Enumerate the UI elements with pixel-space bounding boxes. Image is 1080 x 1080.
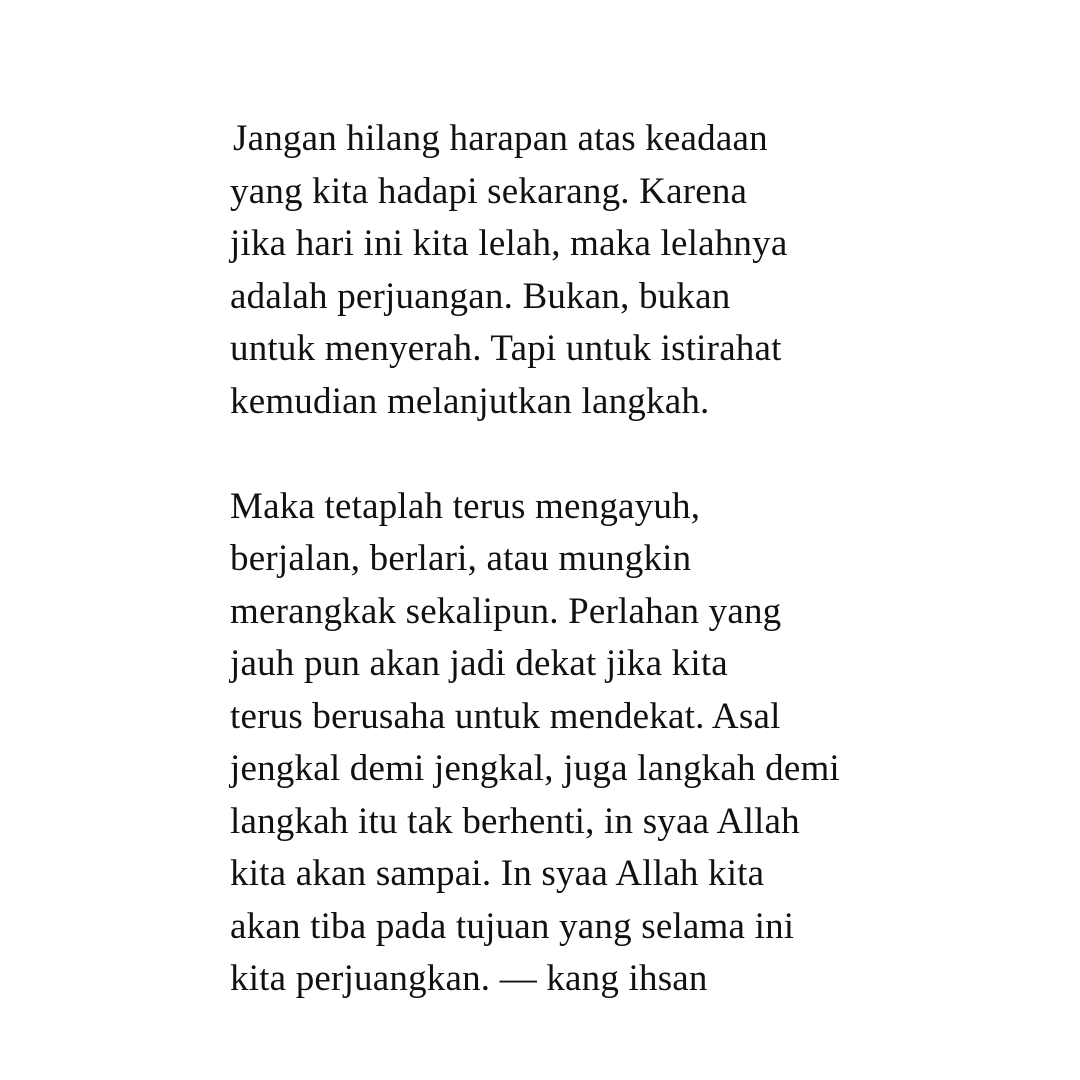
quote-line: kemudian melanjutkan langkah. bbox=[230, 380, 710, 422]
quote-line: terus berusaha untuk mendekat. Asal bbox=[230, 695, 781, 737]
quote-line: Maka tetaplah terus mengayuh, bbox=[230, 485, 701, 527]
quote-line: jengkal demi jengkal, juga langkah demi bbox=[230, 748, 840, 789]
quote-line: adalah perjuangan. Bukan, bukan bbox=[230, 275, 731, 317]
quote-line: akan tiba pada tujuan yang selama ini bbox=[230, 905, 795, 947]
quote-line: yang kita hadapi sekarang. Karena bbox=[230, 170, 748, 212]
quote-line: jika hari ini kita lelah, maka lelahnya bbox=[230, 223, 788, 264]
quote-text bbox=[230, 113, 1010, 1006]
quote-paragraph-2 bbox=[230, 481, 1010, 1006]
quote-line: jauh pun akan jadi dekat jika kita bbox=[230, 643, 728, 684]
quote-line: Jangan hilang harapan atas keadaan bbox=[233, 118, 768, 159]
quote-paragraph-1 bbox=[230, 113, 1010, 428]
quote-line: kita akan sampai. In syaa Allah kita bbox=[230, 853, 765, 894]
quote-line: berjalan, berlari, atau mungkin bbox=[230, 538, 692, 579]
quote-line-signature: kita perjuangkan. — kang ihsan bbox=[230, 958, 708, 999]
quote-line: untuk menyerah. Tapi untuk istirahat bbox=[230, 328, 782, 369]
quote-line: merangkak sekalipun. Perlahan yang bbox=[230, 590, 782, 632]
quote-line: langkah itu tak berhenti, in syaa Allah bbox=[230, 800, 800, 842]
